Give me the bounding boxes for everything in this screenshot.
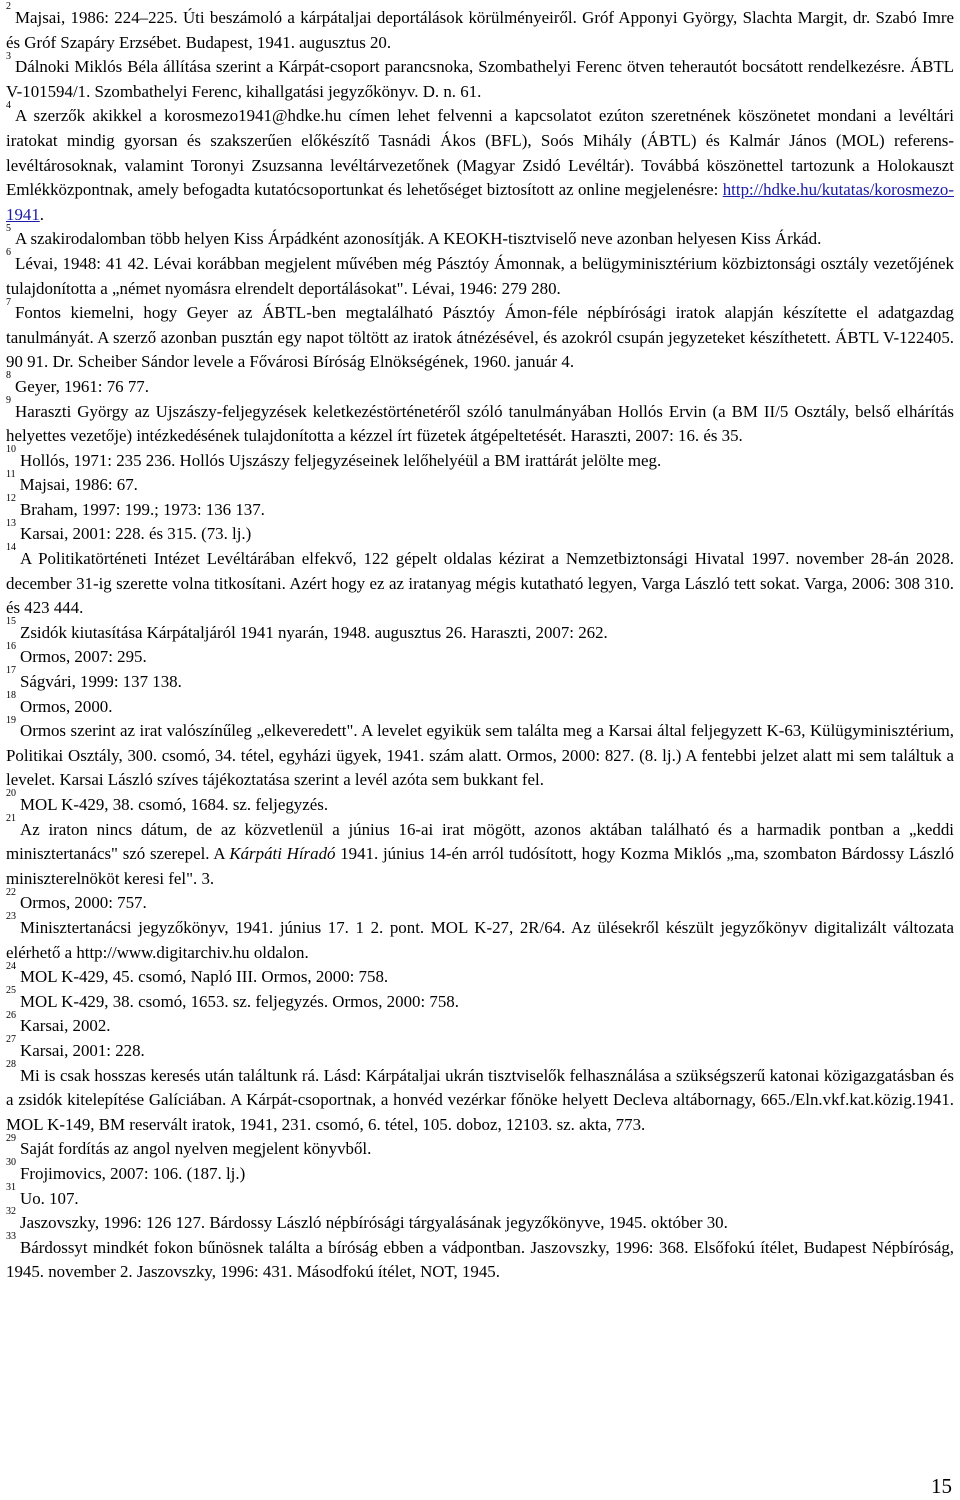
footnote-text: Geyer, 1961: 76 77. [15,376,149,396]
footnote-7 [6,296,954,375]
footnote-29 [6,1132,954,1162]
footnote-16 [6,640,954,670]
footnote-22 [6,886,954,916]
footnote-text: Uo. 107. [20,1188,79,1208]
footnote-text: A Politikatörténeti Intézet Levéltárában elfekvő, 122 gépelt oldalas kézirat a Nemzetbiztonsági Hivatal 1997. november 28-án 2028. december 31-ig szerette volna titkosítani. Azért hogy ez az iratanyag mégis kutatható legyen, Varga László tett sokat. Varga, 2006: 308 310. és 423 444. [6,549,954,618]
footnote-text: MOL K-429, 38. csomó, 1653. sz. feljegyzés. Ormos, 2000: 758. [20,991,459,1011]
footnote-number: 2 [6,1,11,13]
footnote-number: 11 [6,468,16,480]
footnote-text-end: 1941. június 14-én arról tudósított, hogy Kozma Miklós „ma, szombaton Bárdossy László miniszterelnököt keresi fel". 3. [6,844,954,888]
footnote-20 [6,788,954,818]
footnote-number: 23 [6,911,16,923]
footnote-number: 12 [6,493,16,505]
footnote-12 [6,493,954,523]
footnote-number: 9 [6,394,11,406]
footnote-number: 24 [6,960,16,972]
footnote-19 [6,714,954,793]
footnote-number: 13 [6,517,16,529]
footnote-text: Saját fordítás az angol nyelven megjelent könyvből. [20,1139,372,1159]
footnote-6 [6,247,954,301]
footnote-2 [6,1,954,55]
footnote-31 [6,1181,954,1212]
footnote-number: 25 [6,985,16,997]
footnote-text: Karsai, 2001: 228. [20,1040,145,1060]
footnote-text: Frojimovics, 2007: 106. (187. lj.) [20,1163,246,1183]
footnote-text: Braham, 1997: 199.; 1973: 136 137. [20,499,265,519]
footnote-text: Majsai, 1986: 224–225. Úti beszámoló a kárpátaljai deportálások körülményeiről. Gróf Apponyi György, Slachta Margit, dr. Szabó Imre és Gróf Szapáry Erzsébet. Budapest, 1941. augusztus 20. [6,8,954,52]
footnote-number: 28 [6,1058,16,1070]
page-number: 15 [931,1474,952,1498]
footnote-text: MOL K-429, 38. csomó, 1684. sz. feljegyzés. [20,795,329,814]
footnote-number: 21 [6,812,16,824]
footnote-text: Ságvári, 1999: 137 138. [20,672,182,692]
footnote-10 [6,444,954,474]
footnote-text: Hollós, 1971: 235 236. Hollós Ujszászy feljegyzéseinek lelőhelyéül a BM irattárát jelölte meg. [20,450,662,470]
footnote-number: 5 [6,222,11,234]
project-link[interactable]: http://hdke.hu/kutatas/korosmezo-1941 [6,180,954,224]
footnote-9 [6,394,954,449]
footnote-32 [6,1206,954,1236]
footnote-number: 10 [6,444,16,456]
footnote-number: 33 [6,1231,16,1243]
footnote-text: Dálnoki Miklós Béla állítása szerint a Kárpát-csoport parancsnoka, Szombathelyi Ferenc ötven teherautót bocsátott rendelkezésre. ÁBTL V-101594/1. Szombathelyi Ferenc, kihallgatási jegyzőkönyv. D. n. 61. [6,57,954,101]
footnote-number: 27 [6,1034,16,1046]
footnote-text: Majsai, 1986: 67. [19,475,138,495]
footnote-25 [6,985,954,1015]
footnote-text-end: . [39,204,45,224]
footnote-number: 3 [6,50,11,62]
footnote-text: Ormos, 2007: 295. [20,647,147,667]
footnote-text: Jaszovszky, 1996: 126 127. Bárdossy László népbírósági tárgyalásának jegyzőkönyve, 1945. október 30. [20,1213,728,1233]
footnote-number: 26 [6,1009,16,1021]
footnote-number: 18 [6,690,16,701]
footnote-15 [6,616,954,646]
footnote-24 [6,960,954,990]
footnote-text: Zsidók kiutasítása Kárpátaljáról 1941 nyarán, 1948. augusztus 26. Haraszti, 2007: 262. [20,622,608,642]
footnote-number: 32 [6,1206,16,1218]
footnote-28 [6,1058,954,1138]
footnote-text: Az iraton nincs dátum, de az közvetlenül a június 16-ai irat mögött, azonos aktában található és a harmadik pontban a „keddi minisztertanács" szó szerepel. A [6,819,954,864]
footnote-number: 17 [6,665,16,677]
footnote-13 [6,517,954,547]
footnote-text: A szakirodalomban több helyen Kiss Árpádként azonosítják. A KEOKH-tisztviselő neve azonban helyesen Kiss Árkád. [15,229,822,249]
footnote-11 [6,468,954,498]
footnote-text: Karsai, 2001: 228. és 315. (73. lj.) [20,524,252,544]
footnote-text: Ormos, 2000: 757. [20,893,147,913]
footnote-30 [6,1157,954,1187]
footnote-21 [6,812,954,892]
footnote-number: 6 [6,247,11,259]
footnote-8 [6,370,954,400]
footnotes-block [6,1,954,1285]
footnote-number: 8 [6,370,11,382]
footnote-number: 29 [6,1132,16,1144]
newspaper-title: Kárpáti Híradó [229,844,336,864]
footnote-text: Karsai, 2002. [20,1016,111,1036]
footnote-5 [6,222,954,252]
footnote-text: Fontos kiemelni, hogy Geyer az ÁBTL-ben megtalálható Pásztóy Ámon-féle népbírósági iratok alapján készítette el adatgazdag tanulmányát. A szerző azonban pusztán egy napot töltött az iratok átnézésével, és azokról csupán jegyzeteket készíthetett. ÁBTL V-122405. 90 91. Dr. Scheiber Sándor levele a Fővárosi Bíróság Elnökségének, 1960. január 4. [6,303,954,372]
footnote-text: Mi is csak hosszas keresés után találtunk rá. Lásd: Kárpátaljai ukrán tisztviselők felhasználása a szükségszerű katonai közigazgatásban és a zsidók kitelepítése Galíciában. A Kárpát-csoportnak, a honvéd vezérkar főnöke helyett Decleva altábornagy, 665./Eln.vkf.kat.közig.1941. MOL K-149, BM reservált iratok, 1941, 231. csomó, 6. tétel, 105. doboz, 12103. sz. akta, 773. [6,1065,954,1134]
footnote-number: 7 [6,296,11,308]
footnote-number: 4 [6,99,11,111]
footnote-text: Minisztertanácsi jegyzőkönyv, 1941. június 17. 1 2. pont. MOL K-27, 2R/64. Az ülésekről készült jegyzőkönyv digitalizált változata elérhető a http://www.digitarchiv.hu oldalon. [6,917,954,962]
footnote-14 [6,542,954,621]
footnote-18 [6,690,954,720]
footnote-number: 16 [6,640,16,652]
footnote-3 [6,50,954,104]
footnote-number: 14 [6,542,16,554]
footnote-number: 15 [6,616,16,628]
footnote-text: Lévai, 1948: 41 42. Lévai korábban megjelent művében még Pásztóy Ámonnak, a belügyminisztérium közbiztonsági osztály vezetőjének tulajdonította a „német nyomásra elrendelt deportálásokat". Lévai, 1946: 279 280. [6,253,954,298]
footnote-text: Ormos szerint az irat valószínűleg „elkeveredett". A levelet egyikük sem találta meg a Karsai által feljegyzett K-63, Külügyminisztérium, Politikai Osztály, 300. csomó, 34. tétel, egyházi ügyek, 1941. szám alatt. Ormos, 2000: 827. (8. lj.) A fentebbi jelzet alatt mi sem találtuk a levelet. Karsai László szíves tájékoztatása szerint a levél azóta sem bukkant fel. [6,721,954,790]
footnote-27 [6,1034,954,1064]
footnote-text: A szerzők akikkel a korosmezo1941@hdke.hu címen lehet felvenni a kapcsolatot ezúton szeretnének köszönetet mondani a levéltári iratokat mindig gyorsan és szakszerűen előkészítő Tasnádi Ákos (BFL), Soós Mihály (ÁBTL) és Kalmár János (MOL) referens-levéltárosoknak, valamint Toronyi Zsuzsanna levéltárvezetőnek (Magyar Zsidó Levéltár). Továbbá köszönettel tartozunk a Holokauszt Emlékközpontnak, amely befogadta kutatócsoportunkat és lehetőséget biztosított az online megjelenésre: [6,106,954,200]
footnote-4 [6,99,954,227]
footnote-number: 31 [6,1181,16,1193]
footnote-text: Ormos, 2000. [20,696,113,716]
footnote-23 [6,911,954,965]
footnote-number: 19 [6,714,16,726]
footnote-text: MOL K-429, 45. csomó, Napló III. Ormos, 2000: 758. [20,967,389,987]
footnote-text: Haraszti György az Ujszászy-feljegyzések keletkezéstörténetéről szóló tanulmányában Hollós Ervin (a BM II/5 Osztály, belső elhárítás helyettes vezetője) intézkedésének tulajdonította a kézzel írt füzetek átgépeltetését. Haraszti, 2007: 16. és 35. [6,401,954,446]
footnote-33 [6,1231,954,1285]
footnote-text: Bárdossyt mindkét fokon bűnösnek találta a bíróság ebben a vádpontban. Jaszovszky, 1996: 368. Elsőfokú ítélet, Budapest Népbíróság, 1945. november 2. Jaszovszky, 1996: 431. Másodfokú ítélet, NOT, 1945. [6,1237,954,1282]
footnote-number: 20 [6,788,16,800]
footnote-26 [6,1009,954,1039]
footnote-17 [6,665,954,695]
footnote-number: 30 [6,1157,16,1169]
footnote-number: 22 [6,886,16,898]
